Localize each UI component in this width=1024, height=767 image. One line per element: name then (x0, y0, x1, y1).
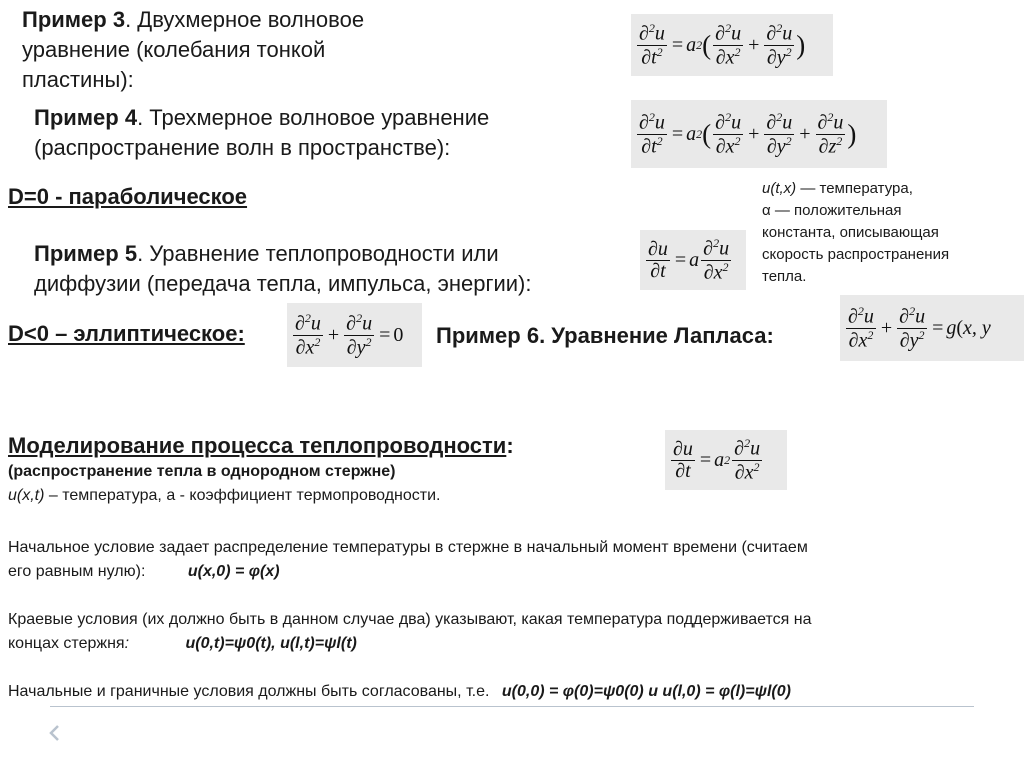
chevron-left-icon[interactable] (44, 722, 66, 744)
elliptic-heading: D<0 – эллиптическое: (8, 321, 245, 346)
boundary-condition-line1: Краевые условия (их должно быть в данном случае два) указывают, какая температура поддерживается на (8, 611, 812, 628)
slide-divider (50, 706, 974, 707)
formula-poisson: $\frac{\partial^2u}{\partial x^2}$ + $\frac{\partial^2u}{\partial y^2}$ = g ( x, y (840, 295, 1024, 361)
example-3-line3: пластины): (22, 67, 134, 92)
example-5-title: Пример 5. Уравнение теплопроводности или (34, 241, 499, 266)
heat-note-line5: тепла. (762, 268, 807, 285)
boundary-condition-formula: u(0,t)=ψ0(t), u(l,t)=ψl(t) (185, 635, 357, 652)
heat-note-line1: u(t,x) — температура, (762, 180, 913, 197)
example-4-title: Пример 4. Трехмерное волновое уравнение (34, 105, 490, 130)
formula-heat-diffusion: $\frac{\partial u}{\partial t}$ = a $\frac{\partial^2u}{\partial x^2}$ (640, 230, 746, 290)
consistency-formula: u(0,0) = φ(0)=ψ0(0) и u(l,0) = φ(l)=ψl(0) (501, 683, 791, 700)
formula-3d-wave: $\frac{\partial^2u}{\partial t^2}$ = a 2 ( $\frac{\partial^2u}{\partial x^2}$ + $\frac{\partial^2u}{\partial y^2}$ + $\frac{\partial^2u}{\partial z^2}$ ) (631, 100, 887, 168)
modelling-heading: Моделирование процесса теплопроводности: (8, 433, 514, 458)
heat-note-line2: α — положительная (762, 202, 902, 219)
example-3-line2: уравнение (колебания тонкой (22, 37, 326, 62)
formula-2d-wave: $\frac{\partial^2u}{\partial t^2}$ = a 2 ( $\frac{\partial^2u}{\partial x^2}$ + $\frac{\partial^2u}{\partial y^2}$ ) (631, 14, 833, 76)
example-4-line2: (распространение волн в пространстве): (34, 135, 451, 160)
boundary-condition-line2: концах стержня: u(0,t)=ψ0(t), u(l,t)=ψl(t) (8, 635, 357, 652)
example-5-line2: диффузии (передача тепла, импульса, энергии): (34, 271, 532, 296)
parabolic-heading: D=0 - параболическое (8, 184, 248, 209)
example-6-title: Пример 6. Уравнение Лапласа: (436, 323, 774, 348)
modelling-subheading: (распространение тепла в однородном стержне) (8, 463, 396, 480)
heat-note-line4: скорость распространения (762, 246, 950, 263)
heat-note-line3: константа, описывающая (762, 224, 939, 241)
formula-rod-heat: $\frac{\partial u}{\partial t}$ = a 2 $\frac{\partial^2u}{\partial x^2}$ (665, 430, 787, 490)
example-3-title: Пример 3. Двухмерное волновое (22, 7, 365, 32)
consistency-line: Начальные и граничные условия должны быть согласованы, т.е. u(0,0) = φ(0)=ψ0(0) и u(l,0) = φ(l)=ψl(0) (8, 683, 791, 700)
initial-condition-line2: его равным нулю): u(x,0) = φ(x) (8, 563, 280, 580)
initial-condition-line1: Начальное условие задает распределение температуры в стержне в начальный момент времени (считаем (8, 539, 808, 556)
formula-laplace: $\frac{\partial^2u}{\partial x^2}$ + $\frac{\partial^2u}{\partial y^2}$ = 0 (287, 303, 422, 367)
initial-condition-formula: u(x,0) = φ(x) (187, 563, 280, 580)
modelling-description: u(x,t) – температура, a - коэффициент термопроводности. (8, 487, 441, 504)
